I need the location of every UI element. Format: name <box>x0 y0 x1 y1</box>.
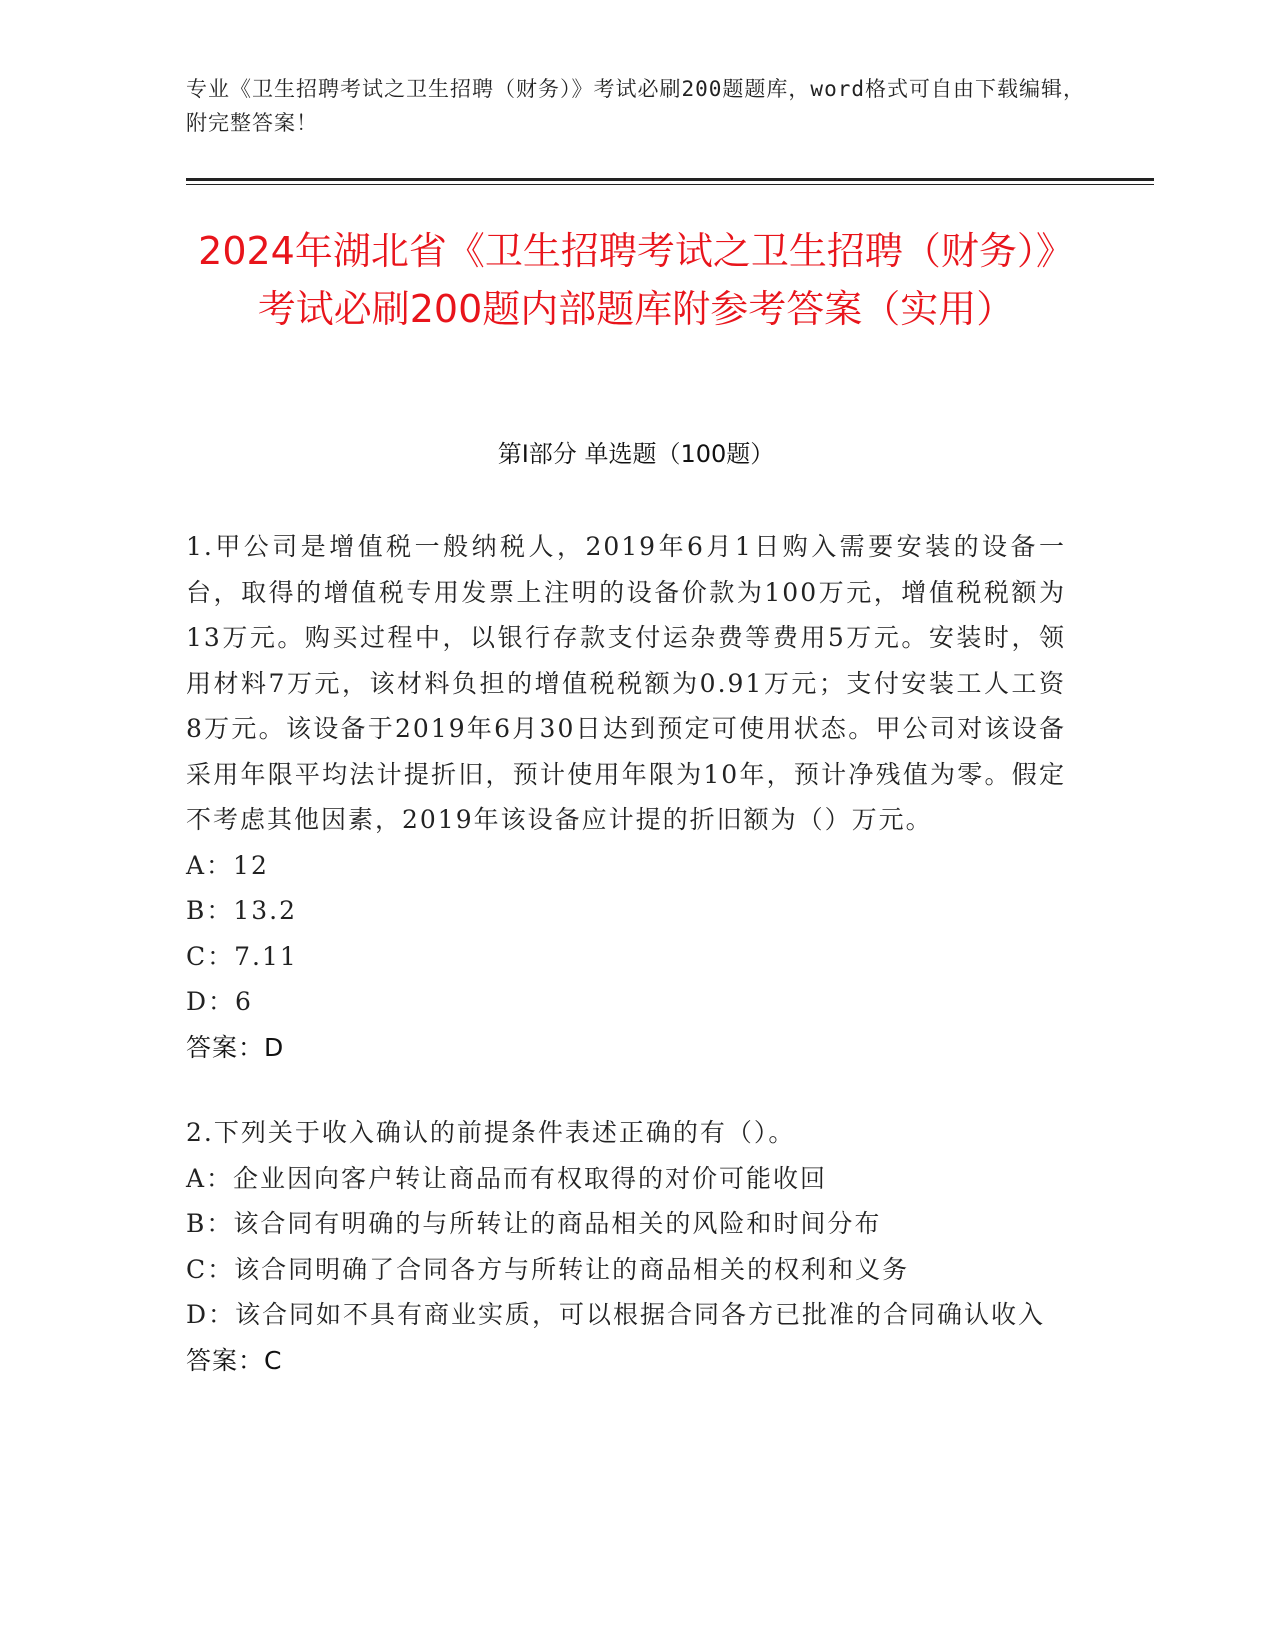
question-1 <box>186 524 1066 1070</box>
option-c: C：该合同明确了合同各方与所转让的商品相关的权利和义务 <box>186 1254 910 1284</box>
option-a: A：12 <box>186 850 269 880</box>
question-2 <box>186 1110 1066 1383</box>
header-divider-thick <box>186 178 1154 181</box>
answer: 答案：D <box>186 1032 285 1062</box>
option-d: D：该合同如不具有商业实质，可以根据合同各方已批准的合同确认收入 <box>186 1300 1046 1329</box>
header-note: 专业《卫生招聘考试之卫生招聘（财务）》考试必刷200题题库，word格式可自由下载编辑，附完整答案！ <box>186 77 1085 135</box>
option-d: D：6 <box>186 987 253 1016</box>
answer: 答案：C <box>186 1345 283 1375</box>
section-heading: 第I部分 单选题（100题） <box>497 440 775 468</box>
document-title: 2024年湖北省《卫生招聘考试之卫生招聘（财务）》考试必刷200题内部题库附参考答案（实用） <box>198 229 1074 331</box>
option-b: B：13.2 <box>186 896 298 925</box>
option-b: B：该合同有明确的与所转让的商品相关的风险和时间分布 <box>186 1209 882 1238</box>
option-c: C：7.11 <box>186 941 298 971</box>
option-a: A：企业因向客户转让商品而有权取得的对价可能收回 <box>186 1163 828 1193</box>
question-stem: 1.甲公司是增值税一般纳税人，2019年6月1日购入需要安装的设备一台，取得的增值税专用发票上注明的设备价款为100万元，增值税税额为13万元。购买过程中，以银行存款支付运杂费等费用5万元。安装时，领用材料7万元，该材料负担的增值税税额为0.91万元；支付安装工人工资8万元。该设备于2019年6月30日达到预定可使用状态。甲公司对该设备采用年限平均法计提折旧，预计使用年限为10年，预计净残值为零。假定不考虑其他因素，2019年该设备应计提的折旧额为（）万元。 <box>186 532 1066 834</box>
question-stem: 2.下列关于收入确认的前提条件表述正确的有（）。 <box>186 1118 796 1147</box>
header-divider-thin <box>186 184 1154 185</box>
